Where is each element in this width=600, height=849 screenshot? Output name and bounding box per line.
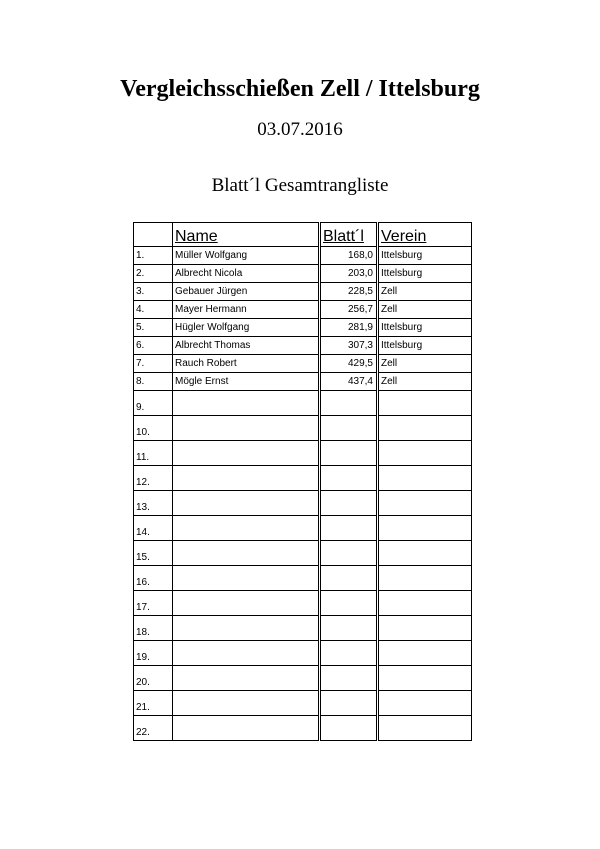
rank-cell: 8. [134, 373, 173, 391]
name-cell [173, 566, 320, 591]
club-cell [378, 466, 472, 491]
rank-cell: 3. [134, 283, 173, 301]
score-cell [320, 491, 378, 516]
table-row [134, 373, 472, 391]
rank-cell: 6. [134, 337, 173, 355]
score-cell: 203,0 [320, 265, 378, 283]
club-cell: Ittelsburg [378, 265, 472, 283]
rank-cell: 20. [134, 666, 173, 691]
rank-cell: 21. [134, 691, 173, 716]
name-cell [173, 591, 320, 616]
score-cell [320, 641, 378, 666]
name-cell: Albrecht Nicola [173, 265, 320, 283]
score-cell [320, 566, 378, 591]
table-row [134, 265, 472, 283]
document-date: 03.07.2016 [257, 119, 343, 140]
club-cell: Ittelsburg [378, 319, 472, 337]
ranking-table-body [134, 247, 472, 741]
table-row [134, 301, 472, 319]
rank-cell: 12. [134, 466, 173, 491]
table-row [134, 616, 472, 641]
rank-cell: 2. [134, 265, 173, 283]
rank-cell: 18. [134, 616, 173, 641]
club-cell [378, 491, 472, 516]
header-name: Name [173, 223, 320, 247]
table-row [134, 491, 472, 516]
rank-cell: 15. [134, 541, 173, 566]
score-cell [320, 716, 378, 741]
club-cell [378, 391, 472, 416]
club-cell [378, 666, 472, 691]
club-cell [378, 566, 472, 591]
rank-cell: 7. [134, 355, 173, 373]
table-row [134, 591, 472, 616]
score-cell: 228,5 [320, 283, 378, 301]
rank-cell: 19. [134, 641, 173, 666]
rank-cell: 4. [134, 301, 173, 319]
score-cell: 256,7 [320, 301, 378, 319]
name-cell [173, 416, 320, 441]
rank-cell: 1. [134, 247, 173, 265]
table-row [134, 391, 472, 416]
rank-cell: 16. [134, 566, 173, 591]
name-cell: Hügler Wolfgang [173, 319, 320, 337]
score-cell [320, 666, 378, 691]
club-cell [378, 616, 472, 641]
score-cell: 281,9 [320, 319, 378, 337]
club-cell [378, 591, 472, 616]
table-row [134, 566, 472, 591]
name-cell: Mayer Hermann [173, 301, 320, 319]
club-cell [378, 416, 472, 441]
table-row [134, 516, 472, 541]
name-cell: Gebauer Jürgen [173, 283, 320, 301]
header-club: Verein [378, 223, 472, 247]
rank-cell: 14. [134, 516, 173, 541]
document-title: Vergleichsschießen Zell / Ittelsburg [120, 76, 480, 102]
name-cell [173, 716, 320, 741]
score-cell: 168,0 [320, 247, 378, 265]
name-cell [173, 641, 320, 666]
score-cell [320, 391, 378, 416]
name-cell [173, 516, 320, 541]
rank-cell: 22. [134, 716, 173, 741]
table-row [134, 337, 472, 355]
rank-cell: 17. [134, 591, 173, 616]
table-row [134, 247, 472, 265]
name-cell [173, 666, 320, 691]
table-row [134, 319, 472, 337]
score-cell [320, 416, 378, 441]
score-cell [320, 691, 378, 716]
table-header-row [134, 223, 472, 247]
club-cell [378, 641, 472, 666]
club-cell [378, 691, 472, 716]
club-cell: Ittelsburg [378, 337, 472, 355]
table-row [134, 441, 472, 466]
table-row [134, 666, 472, 691]
score-cell [320, 616, 378, 641]
score-cell: 437,4 [320, 373, 378, 391]
document-subtitle: Blatt´l Gesamtrangliste [211, 175, 389, 196]
rank-cell: 9. [134, 391, 173, 416]
rank-cell: 13. [134, 491, 173, 516]
name-cell [173, 541, 320, 566]
name-cell: Müller Wolfgang [173, 247, 320, 265]
club-cell [378, 716, 472, 741]
score-cell [320, 441, 378, 466]
table-row [134, 283, 472, 301]
name-cell [173, 391, 320, 416]
table-row [134, 355, 472, 373]
score-cell [320, 516, 378, 541]
header-score: Blatt´l [320, 223, 378, 247]
club-cell [378, 441, 472, 466]
club-cell [378, 516, 472, 541]
club-cell: Zell [378, 283, 472, 301]
rank-cell: 10. [134, 416, 173, 441]
club-cell: Zell [378, 355, 472, 373]
ranking-table [133, 222, 472, 741]
score-cell [320, 541, 378, 566]
name-cell [173, 491, 320, 516]
club-cell: Zell [378, 373, 472, 391]
name-cell [173, 441, 320, 466]
rank-cell: 5. [134, 319, 173, 337]
table-row [134, 466, 472, 491]
table-row [134, 416, 472, 441]
name-cell: Albrecht Thomas [173, 337, 320, 355]
rank-cell: 11. [134, 441, 173, 466]
name-cell [173, 691, 320, 716]
table-row [134, 716, 472, 741]
score-cell: 429,5 [320, 355, 378, 373]
score-cell [320, 466, 378, 491]
table-row [134, 641, 472, 666]
name-cell: Rauch Robert [173, 355, 320, 373]
name-cell: Mögle Ernst [173, 373, 320, 391]
club-cell: Ittelsburg [378, 247, 472, 265]
name-cell [173, 466, 320, 491]
score-cell: 307,3 [320, 337, 378, 355]
club-cell: Zell [378, 301, 472, 319]
name-cell [173, 616, 320, 641]
table-row [134, 541, 472, 566]
score-cell [320, 591, 378, 616]
header-rank [134, 223, 173, 247]
club-cell [378, 541, 472, 566]
table-row [134, 691, 472, 716]
